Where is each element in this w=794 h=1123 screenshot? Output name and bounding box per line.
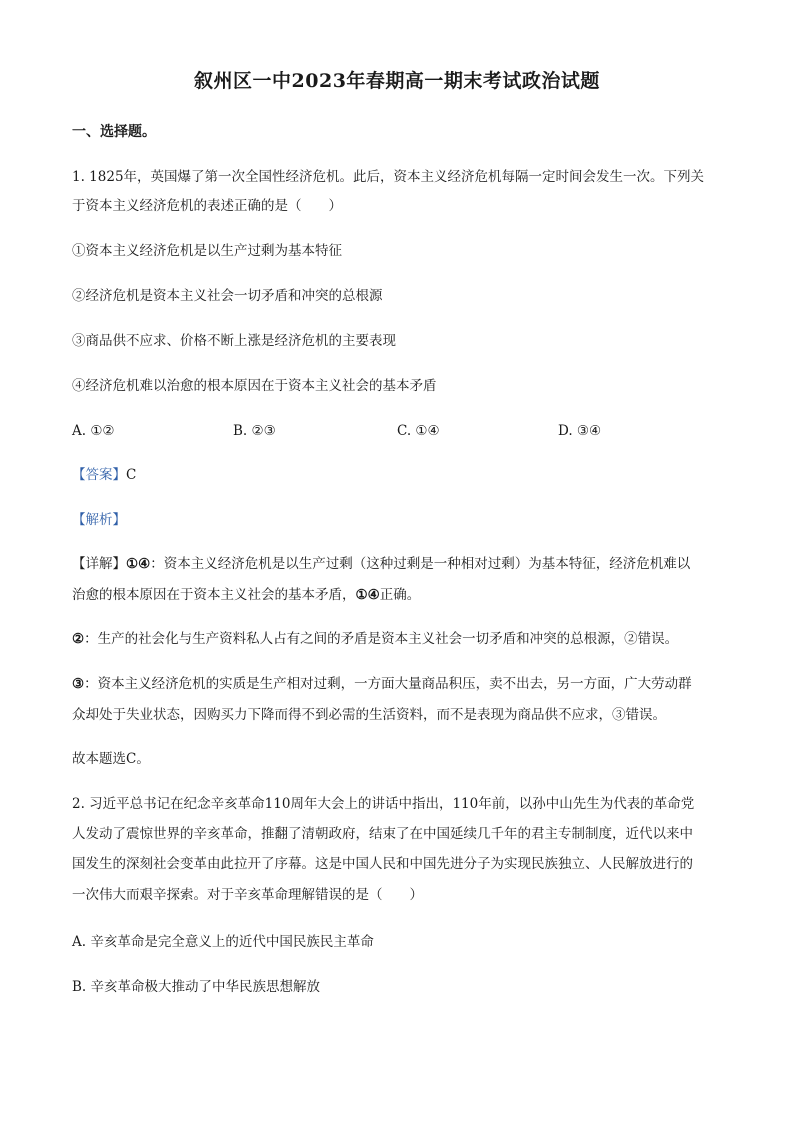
q1-stem-line2: 于资本主义经济危机的表述正确的是（ ） (72, 198, 342, 214)
q1-statement-3: ③商品供不应求、价格不断上涨是经济危机的主要表现 (72, 333, 396, 349)
answer-tag: 【答案】 (72, 467, 126, 483)
q1-statement-2: ②经济危机是资本主义社会一切矛盾和冲突的总根源 (72, 288, 383, 304)
q1-statement-4: ④经济危机难以治愈的根本原因在于资本主义社会的基本矛盾 (72, 378, 437, 394)
q1-explain-3-line1 (72, 673, 722, 695)
explain-3-marker: ③ (72, 676, 85, 692)
q2-stem-line3: 国发生的深刻社会变革由此拉开了序幕。这是中国人民和中国先进分子为实现民族独立、人民解放进行的 (72, 856, 693, 872)
detail-line1-text: ：资本主义经济危机是以生产过剩（这种过剩是一种相对过剩）为基本特征，经济危机难以 (150, 556, 691, 572)
q1-option-b: B. ②③ (233, 423, 276, 439)
section-heading: 一、选择题。 (72, 124, 156, 140)
answer-value: C (126, 467, 137, 483)
q1-answer (72, 464, 722, 486)
detail-line2-text: 治愈的根本原因在于资本主义社会的基本矛盾， (72, 587, 356, 603)
q2-stem-line1: 2. 习近平总书记在纪念辛亥革命110周年大会上的讲话中指出，110年前，以孙中山先生为代表的革命党 (72, 796, 695, 812)
q2-stem-line2: 人发动了震惊世界的辛亥革命，推翻了清朝政府，结束了在中国延续几千年的君主专制制度，近代以来中 (72, 826, 693, 842)
q1-option-a: A. ①② (72, 423, 115, 439)
q1-detail-line2 (72, 584, 722, 606)
detail-line2-post: 正确。 (379, 587, 421, 603)
q2-option-b: B. 辛亥革命极大推动了中华民族思想解放 (72, 979, 321, 995)
explain-2-text: ：生产的社会化与生产资料私人占有之间的矛盾是资本主义社会一切矛盾和冲突的总根源，②错误。 (84, 631, 679, 647)
explain-2-marker: ② (72, 631, 85, 647)
page-title: 叙州区一中2023年春期高一期末考试政治试题 (194, 70, 600, 92)
q1-option-c: C. ①④ (397, 423, 440, 439)
q2-stem-line4: 一次伟大而艰辛探索。对于辛亥革命理解错误的是（ ） (72, 887, 423, 903)
q1-conclusion: 故本题选C。 (72, 751, 150, 767)
q1-explain-3-line2: 众却处于失业状态，因购买力下降而得不到必需的生活资料，而不是表现为商品供不应求，③错误。 (72, 707, 666, 723)
q1-explain-2 (72, 628, 722, 650)
q1-detail-line1 (72, 553, 722, 575)
q2-option-a: A. 辛亥革命是完全意义上的近代中国民族民主革命 (72, 934, 374, 950)
detail-tag: 【详解】 (72, 556, 126, 572)
q1-stem-line1: 1. 1825年，英国爆了第一次全国性经济危机。此后，资本主义经济危机每隔一定时间会发生一次。下列关 (72, 169, 705, 185)
analysis-tag: 【解析】 (72, 512, 126, 528)
explain-3-text: ：资本主义经济危机的实质是生产相对过剩，一方面大量商品积压，卖不出去，另一方面，广大劳动群 (84, 676, 692, 692)
q1-option-d: D. ③④ (558, 423, 602, 439)
q1-statement-1: ①资本主义经济危机是以生产过剩为基本特征 (72, 243, 342, 259)
detail-line2-marker: ①④ (355, 587, 380, 603)
detail-marker: ①④ (126, 556, 151, 572)
